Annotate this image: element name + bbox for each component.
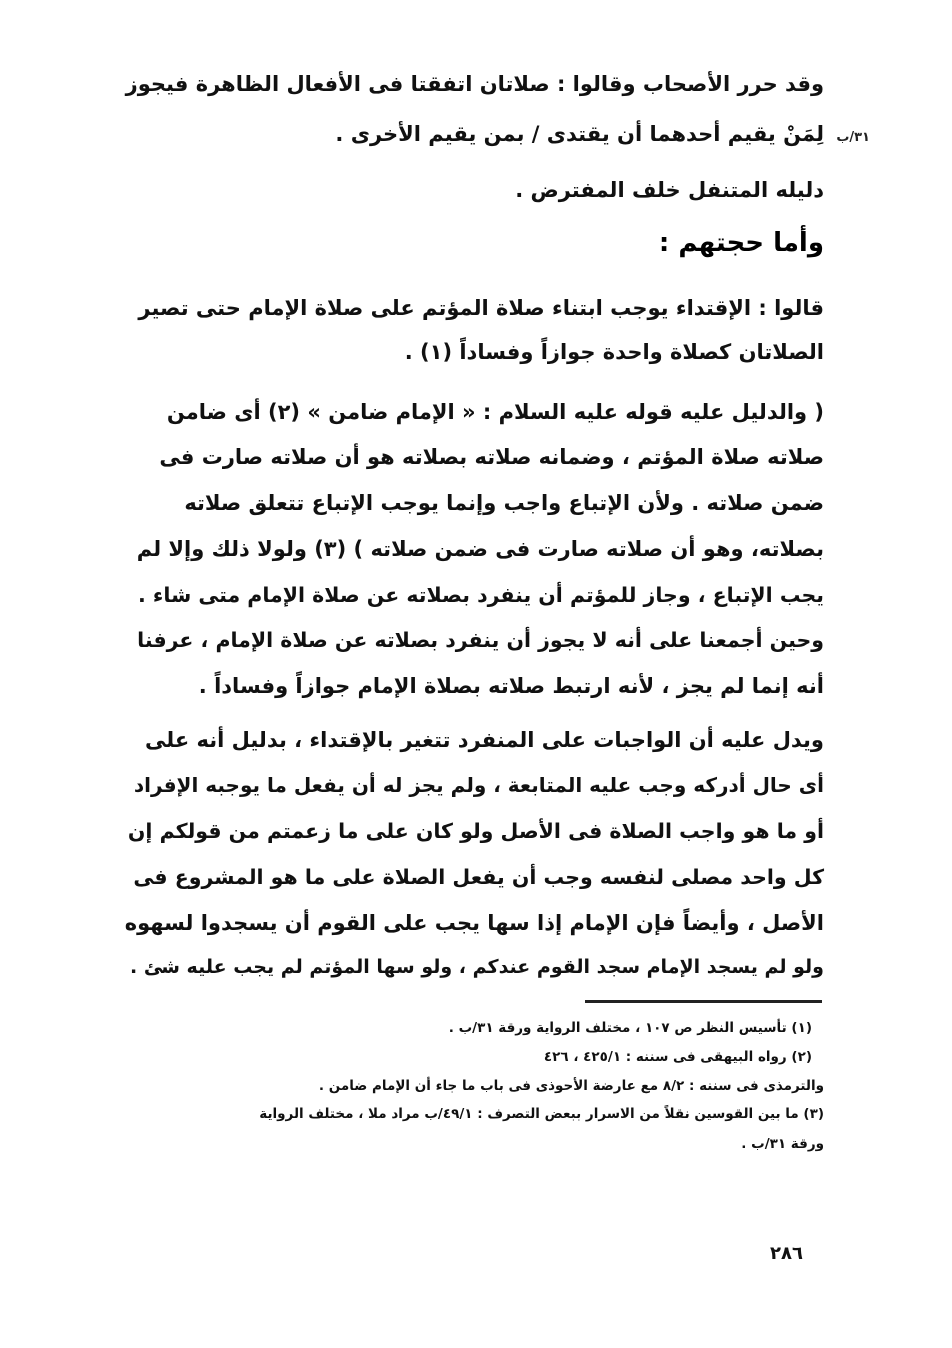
footnote-divider: [585, 1000, 822, 1003]
body-line-10: يجب الإتباع ، وجاز للمؤتم أن ينفرد بصلاته عن صلاة الإمام متى شاء .: [137, 583, 824, 607]
body-line-12: أنه إنما لم يجز ، لأنه ارتبط صلاته بصلاة الإمام جوازاً وفساداً .: [198, 674, 824, 698]
body-line-1: وقد حرر الأصحاب وقالوا : صلاتان اتفقتا فى الأفعال الظاهرة فيجوز: [125, 72, 824, 96]
body-line-11: وحين أجمعنا على أنه لا يجوز أن ينفرد بصلاته عن صلاة الإمام ، عرفنا: [137, 628, 824, 652]
body-line-5: الصلاتان كصلاة واحدة جوازاً وفساداً (١) .: [404, 340, 824, 364]
footnote-3: (٣) ما بين القوسين نقلاً من الاسرار ببعض التصرف : ٤٩/١/ب مراد ملا ، مختلف الرواية: [259, 1106, 824, 1122]
body-line-18: ولو لم يسجد الإمام سجد القوم عندكم ، ولو سها المؤتم لم يجب عليه شئ .: [130, 956, 824, 978]
body-line-3: دليله المتنفل خلف المفترض .: [515, 178, 824, 202]
section-heading: وأما حجتهم :: [658, 228, 824, 258]
body-line-2: لِمَنْ يقيم أحدهما أن يقتدى / بمن يقيم الأخرى .: [335, 122, 824, 146]
body-line-7: صلاته صلاة المؤتم ، وضمانه صلاته بصلاته هو أن صلاته صارت فى: [159, 445, 824, 469]
footnote-2: (٢) رواه البيهقى فى سننه : ٤٢٥/١ ، ٤٢٦: [543, 1049, 812, 1065]
footnote-3-continuation: ورقة ٣١/ب .: [741, 1136, 824, 1152]
page-number: ٢٨٦: [770, 1243, 803, 1264]
footnote-1: (١) تأسيس النظر ص ١٠٧ ، مختلف الرواية ورقة ٣١/ب .: [448, 1020, 812, 1036]
body-line-17: الأصل ، وأيضاً فإن الإمام إذا سها يجب على القوم أن يسجدوا لسهوه: [124, 911, 824, 935]
footnote-2-continuation: والترمذى فى سننه : ٨/٢ مع عارضة الأحوذى فى باب ما جاء أن الإمام ضامن .: [318, 1078, 824, 1094]
body-line-14: أى حال أدركه وجب عليه المتابعة ، ولم يجز له أن يفعل ما يوجبه الإفراد: [133, 773, 824, 797]
body-line-13: ويدل عليه أن الواجبات على المنفرد تتغير بالإقتداء ، بدليل أنه على: [145, 728, 824, 752]
body-line-9: بصلاته، وهو أن صلاته صارت فى ضمن صلاته ) (٣) ولولا ذلك وإلا لم: [136, 537, 824, 561]
body-line-8: ضمن صلاته . ولأن الإتباع واجب وإنما يوجب الإتباع تتعلق صلاته: [184, 491, 824, 515]
folio-margin-note: ٣١/ب: [836, 130, 870, 145]
body-line-6: ( والدليل عليه قوله عليه السلام : « الإمام ضامن » (٢) أى ضامن: [166, 400, 824, 424]
body-line-4: قالوا : الإقتداء يوجب ابتناء صلاة المؤتم على صلاة الإمام حتى تصير: [138, 296, 824, 320]
body-line-16: كل واحد مصلى لنفسه وجب أن يفعل الصلاة على ما هو المشروع فى: [133, 865, 824, 889]
body-line-15: أو ما هو واجب الصلاة فى الأصل ولو كان على ما زعمتم من قولكم إن: [127, 819, 824, 843]
